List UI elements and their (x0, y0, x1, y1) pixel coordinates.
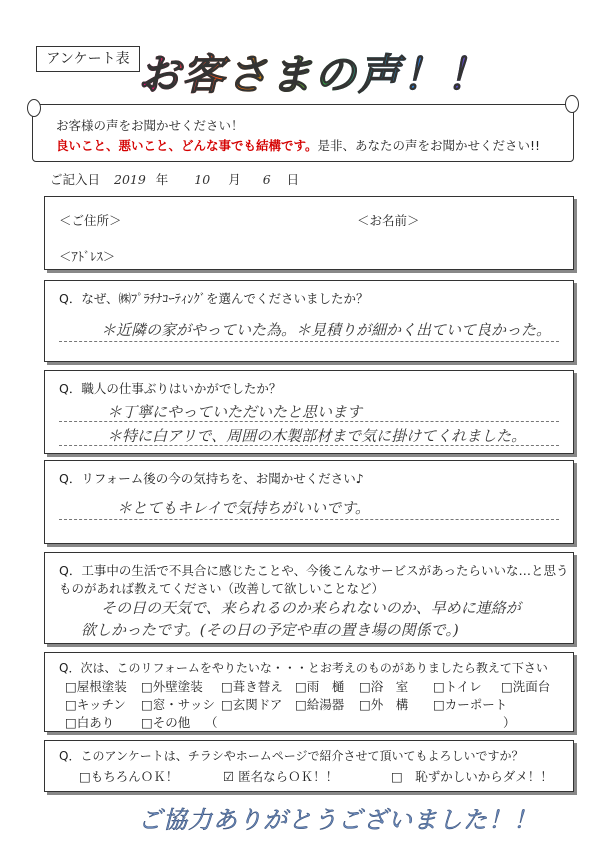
option-window-sash[interactable]: □窓・サッシ (141, 697, 216, 712)
date-row (50, 170, 299, 188)
date-month-unit: 月 (228, 172, 241, 187)
contact-box (44, 196, 574, 270)
intro-emphasis: 良いこと、悪いこと、どんな事でも結構です。 (56, 138, 318, 153)
answer-line (59, 341, 559, 342)
date-year: 2019 (114, 172, 146, 187)
option-toilet[interactable]: □トイレ (433, 679, 482, 694)
other-paren-open: （ (205, 715, 218, 730)
answer-2-line-1: ＊丁寧にやっていただいたと思います (107, 403, 363, 421)
date-year-unit: 年 (155, 172, 169, 187)
option-other[interactable]: □その他 (141, 715, 191, 730)
question-box-3 (44, 460, 574, 544)
question-box-2 (44, 370, 574, 454)
answer-4-line-2: 欲しかったです。(その日の予定や車の置き場の関係で。) (81, 621, 459, 639)
answer-2-line-2: ＊特に白アリで、周囲の木製部材まで気に掛けてくれました。 (107, 427, 527, 445)
page-title: お客さまの声！！ (138, 42, 490, 102)
answer-4-line-1: その日の天気で、来られるのか来られないのか、早めに連絡が (101, 599, 521, 617)
consent-ok[interactable]: □もちろんＯＫ！ (79, 769, 179, 784)
answer-3: ＊とてもキレイで気持ちがいいです。 (117, 499, 370, 517)
question-4-line-2: ものがあれば教えてください（改善して欲しいことなど） (59, 581, 385, 596)
question-box-6 (44, 740, 574, 792)
address-label: ＜ご住所＞ (59, 213, 122, 228)
survey-tag: アンケート表 (36, 46, 140, 72)
intro-line-1: お客様の声をお聞かせください！ (56, 118, 244, 133)
question-2: Q．職人の仕事ぶりはいかがでしたか？ (59, 381, 282, 396)
intro-rest: 是非、あなたの声をお聞かせください!! (317, 138, 541, 153)
option-gutter[interactable]: □雨 樋 (295, 679, 345, 694)
question-3: Q．リフォーム後の今の気持ちを、お聞かせください♪ (59, 471, 364, 486)
answer-line (59, 519, 559, 520)
question-box-4 (44, 552, 574, 644)
question-1: Q．なぜ、㈱ﾌﾟﾗﾁﾅｺｰﾃｨﾝｸﾞを選んでくださいましたか？ (59, 291, 369, 306)
intro-line-2 (56, 136, 540, 154)
question-5: Q．次は、このリフォームをやりたいな・・・とお考えのものがありましたら教えて下さい (59, 661, 548, 675)
answer-line (59, 445, 559, 446)
consent-anonymous[interactable]: ☑ 匿名ならＯＫ！！ (223, 769, 339, 784)
question-box-1 (44, 280, 574, 362)
date-day: 6 (262, 172, 271, 187)
option-kitchen[interactable]: □キッチン (65, 697, 126, 712)
answer-line (59, 421, 559, 422)
consent-no[interactable]: □ 恥ずかしいからダメ！！ (391, 769, 553, 784)
option-reroof[interactable]: □葺き替え (221, 679, 283, 694)
option-entrance-door[interactable]: □玄関ドア (221, 697, 283, 712)
option-washbasin[interactable]: □洗面台 (501, 679, 551, 694)
option-water-heater[interactable]: □給湯器 (295, 697, 345, 712)
option-carport[interactable]: □カーポート (433, 697, 508, 712)
option-bathroom[interactable]: □浴 室 (359, 679, 409, 694)
other-paren-close: ） (503, 715, 516, 730)
answer-1: ＊近隣の家がやっていた為。＊見積りが細かく出ていて良かった。 (101, 321, 552, 339)
email-label: ＜ｱﾄﾞﾚｽ＞ (59, 249, 116, 264)
date-month: 10 (194, 172, 211, 187)
thanks-message: ご協力ありがとうございました！！ (138, 806, 538, 834)
option-exterior[interactable]: □外 構 (359, 697, 409, 712)
date-label: ご記入日 (50, 172, 101, 187)
question-box-5 (44, 652, 574, 732)
name-label: ＜お名前＞ (357, 213, 420, 228)
option-termite[interactable]: □白あり (65, 715, 115, 730)
question-4-line-1: Q．工事中の生活で不具合に感じたことや、今後こんなサービスがあったらいいな…と思う (59, 563, 569, 578)
option-wall-paint[interactable]: □外壁塗装 (141, 679, 203, 694)
question-6: Q．このアンケートは、チラシやホームページで紹介させて頂いてもよろしいですか？ (59, 749, 524, 763)
option-roof-paint[interactable]: □屋根塗装 (65, 679, 127, 694)
date-day-unit: 日 (286, 172, 300, 187)
